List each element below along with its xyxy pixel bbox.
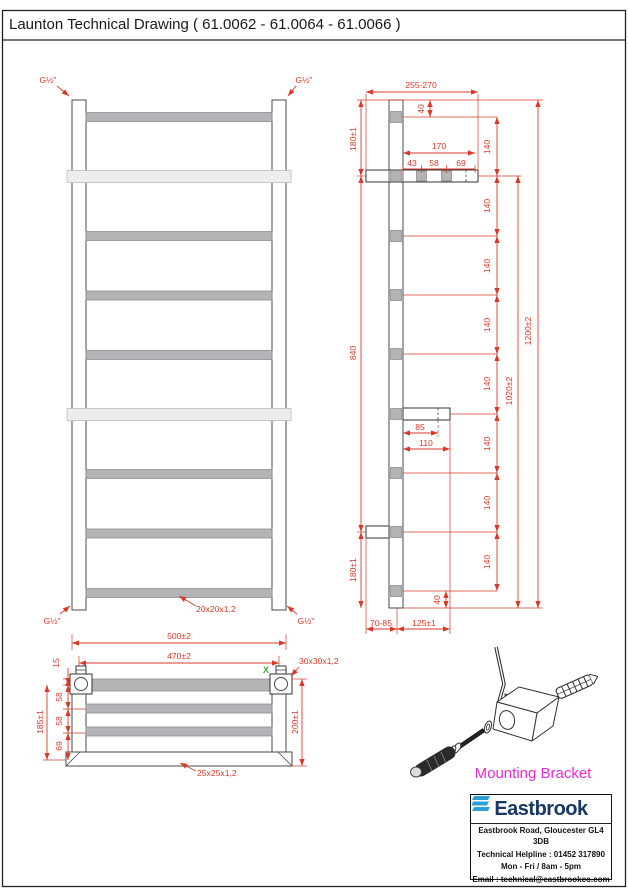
dim-top-height: 180±1 — [348, 127, 358, 151]
dim-inner-height: 1020±2 — [504, 376, 514, 406]
rung — [86, 351, 272, 360]
dim-pitch: 140 — [482, 258, 492, 274]
wall-plug-icon — [555, 671, 600, 699]
brand-name: Eastbrook — [494, 798, 588, 820]
dim-pitch: 140 — [482, 436, 492, 452]
dim-width-overall: 500±2 — [167, 631, 191, 641]
rung-end — [391, 290, 402, 301]
dim-bottom-offset: 40 — [432, 595, 442, 605]
dim-pitch: 140 — [482, 198, 492, 214]
rung — [86, 232, 272, 241]
front-view — [40, 75, 315, 700]
leader-arrow — [287, 606, 297, 614]
dim-width-centres: 470±2 — [167, 651, 191, 661]
plan-left-tube — [72, 694, 86, 752]
dim-b1: 43 — [407, 158, 417, 168]
dim-pitch: 140 — [482, 139, 492, 155]
connection-marker: X — [262, 665, 270, 675]
email: Email : technical@eastbrookco.com — [472, 875, 610, 885]
rung-end — [391, 468, 402, 479]
mounting-bracket-illustration — [411, 647, 600, 782]
opening-hours: Mon - Fri / 8am - 5pm — [500, 862, 581, 872]
helpline: Technical Helpline : 01452 317890 — [477, 849, 605, 859]
dim-bracket-height: 840 — [348, 345, 358, 361]
dim-pitch: 140 — [482, 495, 492, 511]
rung — [86, 291, 272, 300]
tube-size-label: 25x25x1,2 — [197, 768, 237, 778]
leader-arrow — [291, 667, 299, 676]
allen-key-highlight — [496, 647, 504, 705]
rung — [86, 113, 272, 122]
company-info-box — [470, 794, 612, 885]
logo-row — [471, 795, 611, 824]
dim-b2: 58 — [429, 158, 439, 168]
wide-rung-size-label: 30x30x1,2 — [299, 656, 339, 666]
dim-plan-s3: 69 — [54, 741, 64, 751]
leader-arrow — [57, 86, 69, 96]
bottom-bracket-bar — [366, 526, 389, 538]
side-view — [348, 80, 543, 634]
plan-rung — [86, 704, 272, 713]
connection-label-top-left: G½" — [39, 75, 57, 85]
rung — [86, 529, 272, 538]
connection-label-bottom-left: G½" — [43, 616, 61, 626]
dim-plan-s1: 58 — [54, 692, 64, 702]
leader-arrow — [288, 86, 296, 96]
plan-right-tube — [272, 694, 286, 752]
wide-rung — [67, 171, 291, 183]
dim-wall-distance: 70-85 — [370, 618, 392, 628]
eastbrook-waves-icon — [471, 795, 491, 812]
plan-wide-rung — [92, 679, 270, 691]
dim-bracket-width: 170 — [431, 141, 447, 151]
dim-pitch: 140 — [482, 554, 492, 570]
rung-end — [391, 527, 402, 538]
connection-label-bottom-right: G½" — [297, 616, 315, 626]
plan-view — [35, 656, 339, 778]
rung — [86, 470, 272, 479]
barrel-tip — [411, 767, 422, 777]
dim-depth: 125±1 — [412, 618, 436, 628]
company-address: Eastbrook Road, Gloucester GL4 3DB — [478, 826, 604, 846]
dim-plan-left: 185±1 — [35, 710, 45, 734]
connection-port — [75, 678, 88, 691]
rung-end — [391, 231, 402, 242]
dim-plan-top: 15 — [51, 658, 61, 668]
mounting-bracket-caption: Mounting Bracket — [474, 765, 592, 782]
rung-end — [391, 349, 402, 360]
rung-end — [391, 112, 402, 123]
leader-arrow — [60, 606, 70, 614]
wide-rung — [67, 409, 291, 421]
dim-mid1: 85 — [415, 422, 425, 432]
rung-end — [391, 409, 402, 420]
mid-bracket-bar — [403, 408, 450, 420]
dim-mid2: 110 — [419, 438, 433, 448]
rung-end — [391, 586, 402, 597]
threaded-rod — [459, 730, 484, 747]
connection-label-top-right: G½" — [295, 75, 313, 85]
dim-overall-height: 1200±2 — [523, 316, 533, 346]
dim-plan-s2: 58 — [54, 716, 64, 726]
plan-bottom-tube — [66, 752, 292, 766]
rung-end — [391, 171, 402, 182]
dim-bottom-height: 180±1 — [348, 558, 358, 582]
plan-rung — [86, 727, 272, 736]
dim-pitch: 140 — [482, 317, 492, 333]
rung-size-label: 20x20x1,2 — [196, 604, 236, 614]
dim-top-offset: 40 — [416, 104, 426, 114]
dim-pitch: 140 — [482, 376, 492, 392]
dim-plan-right: 200±1 — [290, 710, 300, 734]
page-title: Launton Technical Drawing ( 61.0062 - 61.0064 - 61.0066 ) — [9, 16, 401, 33]
connection-port — [275, 678, 288, 691]
dim-bracket-depth: 255-270 — [405, 80, 437, 90]
dim-b3: 69 — [456, 158, 466, 168]
